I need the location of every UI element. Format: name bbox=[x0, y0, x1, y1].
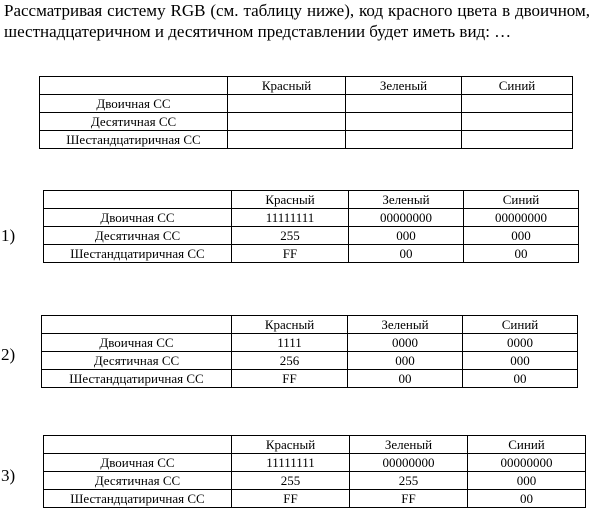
header-corner-cell bbox=[44, 436, 232, 454]
cell-blue bbox=[462, 95, 573, 113]
cell-green bbox=[346, 131, 462, 149]
row-label: Двоичная СС bbox=[44, 209, 232, 227]
cell-red: 11111111 bbox=[232, 454, 350, 472]
question-text: Рассматривая систему RGB (см. таблицу ниже), код красного цвета в двоичном, шестнадцатеричном и десятичном представлении будет иметь вид: … bbox=[4, 1, 590, 41]
cell-blue: 00000000 bbox=[464, 209, 579, 227]
cell-red: FF bbox=[232, 490, 350, 508]
header-corner-cell bbox=[40, 77, 228, 95]
cell-green: 00 bbox=[348, 370, 463, 388]
cell-blue bbox=[462, 131, 573, 149]
cell-red bbox=[228, 131, 346, 149]
cell-blue: 000 bbox=[464, 227, 579, 245]
table-row bbox=[40, 95, 573, 113]
cell-red bbox=[228, 113, 346, 131]
cell-red: 11111111 bbox=[232, 209, 349, 227]
row-label: Десятичная СС bbox=[44, 472, 232, 490]
header-blue: Синий bbox=[463, 316, 578, 334]
row-label: Двоичная СС bbox=[40, 95, 228, 113]
row-label: Двоичная СС bbox=[44, 454, 232, 472]
cell-red: 255 bbox=[232, 472, 350, 490]
cell-blue: 00 bbox=[464, 245, 579, 263]
table-row bbox=[42, 370, 578, 388]
header-green: Зеленый bbox=[350, 436, 468, 454]
cell-red bbox=[228, 95, 346, 113]
option-3-table bbox=[43, 435, 586, 508]
option-2-table bbox=[41, 315, 578, 388]
table-header-row bbox=[44, 436, 586, 454]
cell-green: 00000000 bbox=[350, 454, 468, 472]
cell-blue: 00 bbox=[468, 490, 586, 508]
cell-blue: 000 bbox=[468, 472, 586, 490]
row-label: Десятичная СС bbox=[44, 227, 232, 245]
cell-red: 1111 bbox=[232, 334, 348, 352]
row-label: Десятичная СС bbox=[42, 352, 232, 370]
cell-green: 0000 bbox=[348, 334, 463, 352]
header-red: Красный bbox=[228, 77, 346, 95]
template-table bbox=[39, 76, 573, 149]
table-row bbox=[44, 209, 579, 227]
cell-blue: 0000 bbox=[463, 334, 578, 352]
table-row bbox=[42, 352, 578, 370]
table-row bbox=[44, 472, 586, 490]
table-row bbox=[40, 131, 573, 149]
cell-green bbox=[346, 113, 462, 131]
table-row bbox=[44, 454, 586, 472]
table-row bbox=[44, 490, 586, 508]
header-red: Красный bbox=[232, 191, 349, 209]
table-row bbox=[40, 113, 573, 131]
row-label: Шестандцатиричная СС bbox=[44, 490, 232, 508]
cell-blue: 000 bbox=[463, 352, 578, 370]
header-blue: Синий bbox=[464, 191, 579, 209]
row-label: Шестандцатиричная СС bbox=[40, 131, 228, 149]
cell-green: 255 bbox=[350, 472, 468, 490]
table-row bbox=[44, 227, 579, 245]
table-header-row bbox=[44, 191, 579, 209]
table-row bbox=[44, 245, 579, 263]
row-label: Двоичная СС bbox=[42, 334, 232, 352]
cell-red: FF bbox=[232, 245, 349, 263]
header-corner-cell bbox=[42, 316, 232, 334]
header-red: Красный bbox=[232, 316, 348, 334]
header-green: Зеленый bbox=[348, 316, 463, 334]
cell-green: FF bbox=[350, 490, 468, 508]
header-green: Зеленый bbox=[346, 77, 462, 95]
cell-green: 00000000 bbox=[349, 209, 464, 227]
cell-red: 255 bbox=[232, 227, 349, 245]
header-blue: Синий bbox=[462, 77, 573, 95]
row-label: Шестандцатиричная СС bbox=[44, 245, 232, 263]
option-1-table bbox=[43, 190, 579, 263]
cell-green: 000 bbox=[348, 352, 463, 370]
header-red: Красный bbox=[232, 436, 350, 454]
table-header-row bbox=[42, 316, 578, 334]
option-3-number: 3) bbox=[1, 466, 16, 485]
cell-red: 256 bbox=[232, 352, 348, 370]
row-label: Десятичная СС bbox=[40, 113, 228, 131]
header-blue: Синий bbox=[468, 436, 586, 454]
cell-green bbox=[346, 95, 462, 113]
cell-red: FF bbox=[232, 370, 348, 388]
header-corner-cell bbox=[44, 191, 232, 209]
table-row bbox=[42, 334, 578, 352]
cell-blue bbox=[462, 113, 573, 131]
cell-green: 00 bbox=[349, 245, 464, 263]
option-1-number: 1) bbox=[1, 226, 16, 245]
cell-blue: 00000000 bbox=[468, 454, 586, 472]
header-green: Зеленый bbox=[349, 191, 464, 209]
option-2-number: 2) bbox=[1, 345, 16, 364]
table-header-row bbox=[40, 77, 573, 95]
cell-blue: 00 bbox=[463, 370, 578, 388]
row-label: Шестандцатиричная СС bbox=[42, 370, 232, 388]
cell-green: 000 bbox=[349, 227, 464, 245]
